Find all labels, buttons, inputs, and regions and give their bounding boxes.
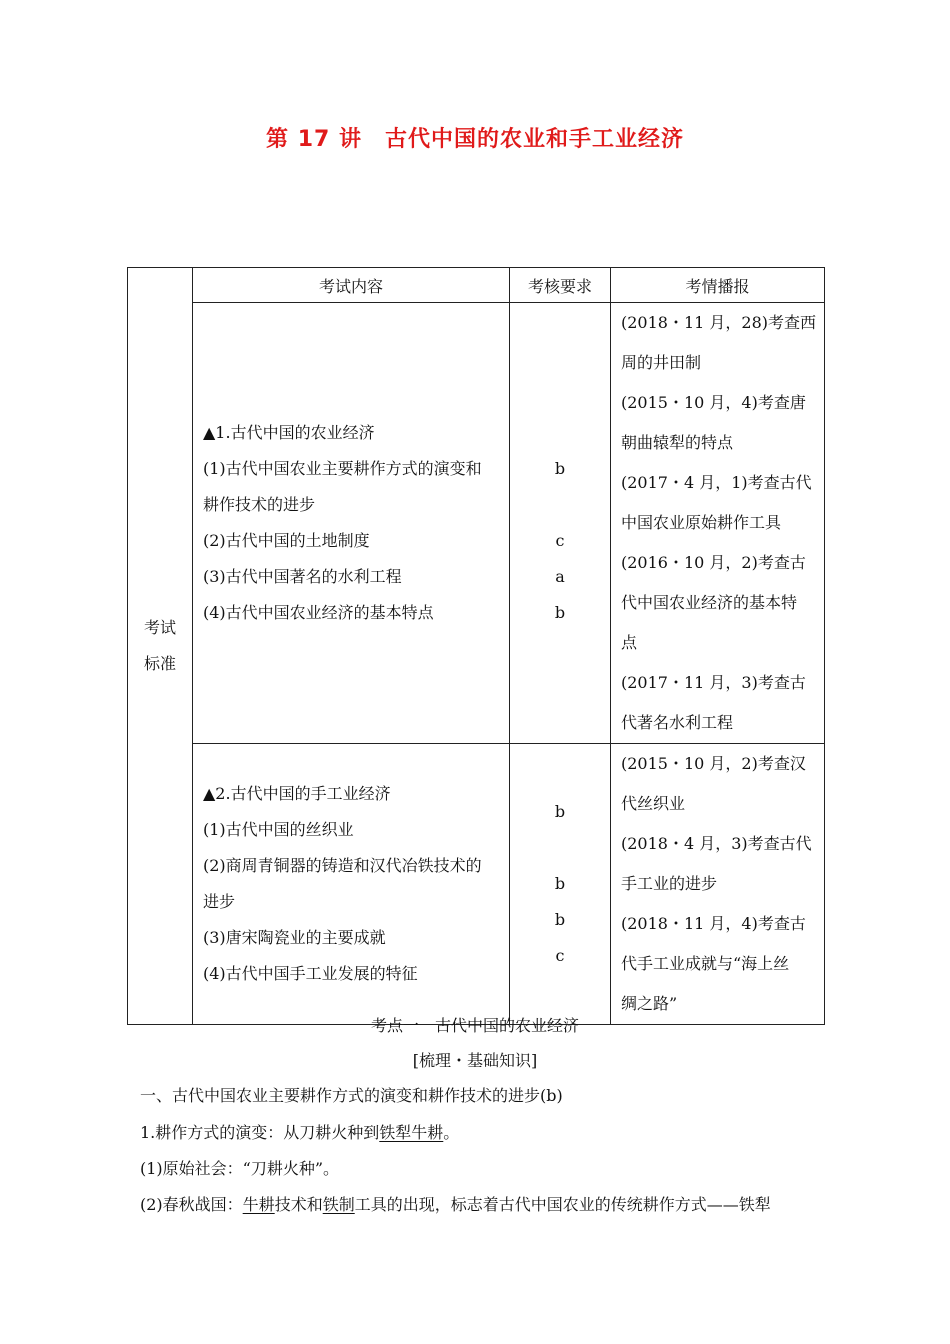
report-line: (2018・11 月，28)考查西 (621, 313, 817, 332)
exam-standard-table (127, 267, 825, 1025)
report-cell-handicraft (611, 744, 825, 1025)
requirement-value: b (554, 802, 566, 821)
report-line: (2017・11 月，3)考查古 (621, 673, 806, 692)
content-line: 进步 (203, 892, 236, 911)
header-report: 考情播报 (611, 268, 825, 303)
report-line: 代著名水利工程 (621, 713, 734, 732)
content-line: (1)古代中国的丝织业 (203, 820, 354, 839)
side-label-line-2: 标准 (143, 654, 176, 673)
report-line: 中国农业原始耕作工具 (621, 513, 782, 532)
body-line-3: (1)原始社会：“刀耕火种”。 (140, 1159, 340, 1178)
requirement-value: b (554, 459, 566, 478)
table-row (128, 744, 825, 1025)
table-header-row (128, 268, 825, 303)
content-line: (4)古代中国手工业发展的特征 (203, 964, 418, 983)
content-line: (2)商周青铜器的铸造和汉代冶铁技术的 (203, 856, 482, 875)
requirement-cell-agriculture (510, 303, 611, 744)
report-line: (2015・10 月，2)考查汉 (621, 754, 806, 773)
requirement-value: b (554, 910, 566, 929)
requirement-value: c (555, 531, 565, 550)
content-cell-agriculture (193, 303, 510, 744)
table-row (128, 303, 825, 744)
report-line: 手工业的进步 (621, 874, 718, 893)
requirement-value: b (554, 603, 566, 622)
report-line: 朝曲辕犁的特点 (621, 433, 734, 452)
section-heading: 考点一 古代中国的农业经济 (370, 1016, 579, 1035)
report-cell-agriculture (611, 303, 825, 744)
content-line: ▲2.古代中国的手工业经济 (203, 784, 391, 803)
report-line: (2016・10 月，2)考查古 (621, 553, 806, 572)
requirement-value: a (555, 567, 565, 586)
report-line: 周的井田制 (621, 353, 702, 372)
report-line: (2017・4 月，1)考查古代 (621, 473, 812, 492)
page-title: 第 17 讲 古代中国的农业和手工业经济 (266, 127, 684, 152)
body-line-1: 一、古代中国农业主要耕作方式的演变和耕作技术的进步(b) (140, 1086, 563, 1105)
content-line: (3)古代中国著名的水利工程 (203, 567, 402, 586)
requirement-value: c (555, 946, 565, 965)
report-line: 点 (621, 633, 638, 652)
report-line: (2015・10 月，4)考查唐 (621, 393, 806, 412)
key-term: 铁犁牛耕 (379, 1123, 444, 1142)
content-line: (3)唐宋陶瓷业的主要成就 (203, 928, 386, 947)
side-label (128, 268, 193, 1025)
content-line: (2)古代中国的土地制度 (203, 531, 370, 550)
report-line: 代丝织业 (621, 794, 686, 813)
subheading: [梳理・基础知识] (412, 1051, 538, 1070)
content-cell-handicraft (193, 744, 510, 1025)
report-line: (2018・11 月，4)考查古 (621, 914, 806, 933)
header-requirement: 考核要求 (510, 268, 611, 303)
content-line: 耕作技术的进步 (203, 495, 316, 514)
report-line: 代手工业成就与“海上丝 (621, 954, 790, 973)
key-term: 牛耕 (242, 1195, 275, 1214)
content-line: (4)古代中国农业经济的基本特点 (203, 603, 434, 622)
header-content: 考试内容 (193, 268, 510, 303)
report-line: 绸之路” (621, 994, 678, 1013)
body-line-4: (2)春秋战国：牛耕技术和铁制工具的出现，标志着古代中国农业的传统耕作方式——铁犁 (140, 1195, 771, 1214)
requirement-value: b (554, 874, 566, 893)
content-line: ▲1.古代中国的农业经济 (203, 423, 375, 442)
report-line: (2018・4 月，3)考查古代 (621, 834, 812, 853)
content-line: (1)古代中国农业主要耕作方式的演变和 (203, 459, 482, 478)
report-line: 代中国农业经济的基本特 (621, 593, 798, 612)
key-term: 铁制 (322, 1195, 355, 1214)
side-label-line-1: 考试 (143, 618, 176, 637)
body-line-2: 1.耕作方式的演变：从刀耕火种到铁犁牛耕。 (140, 1123, 460, 1142)
requirement-cell-handicraft (510, 744, 611, 1025)
